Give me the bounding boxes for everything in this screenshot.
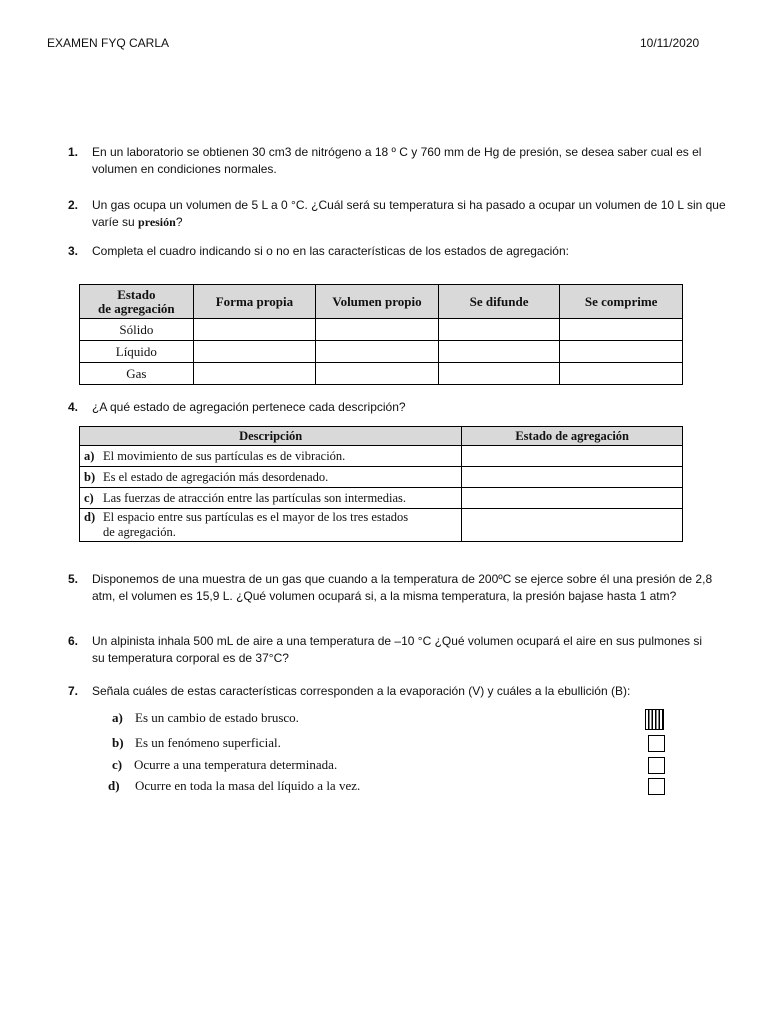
row-label: Gas	[80, 363, 194, 385]
table-header-row	[80, 427, 683, 446]
option-b	[112, 735, 281, 751]
header-line: de agregación	[98, 300, 175, 316]
table-row	[80, 319, 683, 341]
option-letter: c)	[112, 757, 123, 772]
answer-cell[interactable]	[193, 363, 316, 385]
description-cell	[80, 467, 462, 488]
option-b-checkbox[interactable]	[648, 735, 665, 752]
description-table	[79, 426, 683, 542]
answer-cell[interactable]	[560, 363, 683, 385]
option-d-checkbox[interactable]	[648, 778, 665, 795]
answer-cell[interactable]	[438, 319, 560, 341]
row-label: Líquido	[80, 341, 194, 363]
item-letter: d)	[84, 510, 96, 524]
question-number: 2.	[68, 198, 79, 212]
exam-title: EXAMEN FYQ CARLA	[47, 36, 170, 50]
option-a-checkbox[interactable]	[645, 709, 664, 730]
item-letter: a)	[84, 448, 95, 463]
answer-cell[interactable]	[438, 341, 560, 363]
question-number: 5.	[68, 572, 79, 586]
answer-cell[interactable]	[462, 446, 683, 467]
item-letter: c)	[84, 490, 94, 505]
option-letter: a)	[112, 710, 123, 725]
exam-date: 10/11/2020	[640, 36, 700, 50]
answer-cell[interactable]	[560, 341, 683, 363]
answer-cell[interactable]	[462, 488, 683, 509]
description-cell	[80, 446, 462, 467]
question-text: Completa el cuadro indicando si o no en las características de los estados de agregación:	[92, 244, 569, 258]
answer-cell[interactable]	[438, 363, 560, 385]
header-estado	[80, 285, 194, 319]
item-text: El movimiento de sus partículas es de vibración.	[103, 448, 346, 463]
question-number: 1.	[68, 145, 79, 159]
option-d	[108, 778, 360, 794]
answer-cell[interactable]	[316, 363, 439, 385]
table-row	[80, 509, 683, 542]
header-estado-agregacion: Estado de agregación	[462, 427, 683, 446]
header-descripcion: Descripción	[80, 427, 462, 446]
answer-cell[interactable]	[560, 319, 683, 341]
table-header-row	[80, 285, 683, 319]
header-se-comprime: Se comprime	[560, 285, 683, 319]
item-letter: b)	[84, 469, 96, 484]
description-cell	[80, 509, 462, 542]
question-text	[92, 197, 728, 231]
answer-cell[interactable]	[316, 319, 439, 341]
option-text: Es un fenómeno superficial.	[135, 735, 281, 750]
question-text-part: Un gas ocupa un volumen de 5 L a 0 °C. ¿Cuál será su temperatura si ha pasado a ocupar un volumen de 10 L sin que varíe su	[92, 198, 726, 229]
question-number: 3.	[68, 244, 79, 258]
question-number: 6.	[68, 634, 79, 648]
answer-cell[interactable]	[316, 341, 439, 363]
option-a	[112, 710, 299, 726]
option-text: Ocurre a una temperatura determinada.	[134, 757, 338, 772]
option-letter: d)	[108, 778, 120, 793]
question-text: ¿A qué estado de agregación pertenece cada descripción?	[92, 400, 406, 414]
question-number: 7.	[68, 684, 79, 698]
question-number: 4.	[68, 400, 79, 414]
option-letter: b)	[112, 735, 124, 750]
table-row	[80, 467, 683, 488]
header-forma-propia: Forma propia	[193, 285, 316, 319]
question-text-part: ?	[175, 215, 183, 229]
question-text: Disponemos de una muestra de un gas que cuando a la temperatura de 200ºC se ejerce sobre él una presión de 2,8 atm, el volumen es 15,9 L. ¿Qué volumen ocupará si, a la misma temperatura, la presión bajase hasta 1 atm?	[92, 572, 713, 603]
states-characteristics-table	[79, 284, 683, 385]
table-row	[80, 488, 683, 509]
option-text: Ocurre en toda la masa del líquido a la vez.	[135, 778, 361, 793]
description-cell	[80, 488, 462, 509]
answer-cell[interactable]	[193, 341, 316, 363]
table-row	[80, 341, 683, 363]
table-row	[80, 446, 683, 467]
question-text-bold: presión	[138, 215, 176, 229]
header-volumen-propio: Volumen propio	[316, 285, 439, 319]
row-label: Sólido	[80, 319, 194, 341]
item-text-continued: de agregación.	[103, 525, 176, 539]
option-c-checkbox[interactable]	[648, 757, 665, 774]
header-line: Estado	[117, 286, 156, 302]
question-text: En un laboratorio se obtienen 30 cm3 de nitrógeno a 18 º C y 760 mm de Hg de presión, se desea saber cual es el volumen en condiciones normales.	[92, 145, 702, 176]
option-c	[112, 757, 337, 773]
item-text: Es el estado de agregación más desordenado.	[103, 469, 329, 484]
table-row	[80, 363, 683, 385]
answer-cell[interactable]	[462, 509, 683, 542]
item-text: El espacio entre sus partículas es el mayor de los tres estados	[103, 510, 409, 524]
header-se-difunde: Se difunde	[438, 285, 560, 319]
answer-cell[interactable]	[462, 467, 683, 488]
question-text: Señala cuáles de estas características corresponden a la evaporación (V) y cuáles a la ebullición (B):	[92, 684, 631, 698]
question-text: Un alpinista inhala 500 mL de aire a una temperatura de –10 °C ¿Qué volumen ocupará el aire en sus pulmones si su temperatura corporal es de 37°C?	[92, 634, 703, 665]
item-text: Las fuerzas de atracción entre las partículas son intermedias.	[103, 490, 406, 505]
option-text: Es un cambio de estado brusco.	[135, 710, 299, 725]
answer-cell[interactable]	[193, 319, 316, 341]
